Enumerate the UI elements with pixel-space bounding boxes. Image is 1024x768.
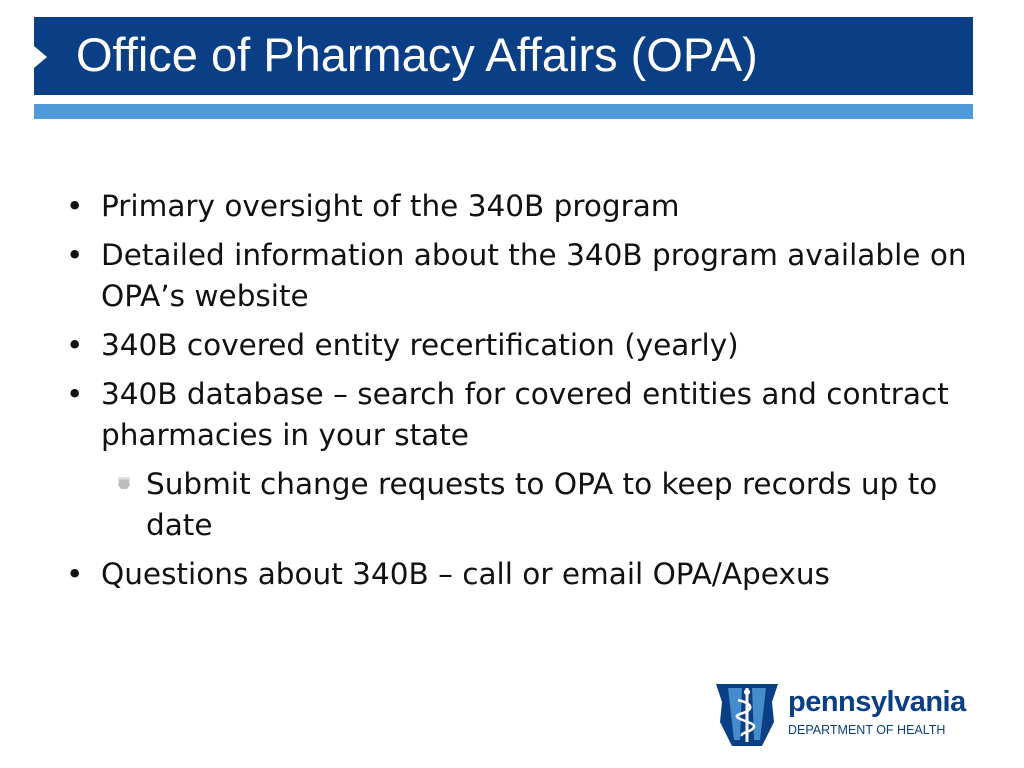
bullet-item	[60, 374, 970, 456]
bullet-text: 340B database – search for covered entities and contract pharmacies in your state	[101, 377, 949, 452]
bullet-item	[60, 235, 970, 317]
pa-health-logo	[714, 682, 976, 748]
accent-bar	[34, 104, 973, 119]
title-notch	[34, 46, 47, 68]
bullet-item	[60, 554, 970, 595]
keystone-caduceus-icon	[714, 682, 780, 748]
slide-title: Office of Pharmacy Affairs (OPA)	[76, 28, 758, 81]
bullet-dot: •	[66, 557, 84, 591]
bullet-dot: •	[66, 377, 84, 411]
bullet-list	[60, 186, 970, 603]
bullet-dot: •	[66, 328, 84, 362]
keystone-bullet-icon	[117, 476, 131, 490]
sub-bullet-item	[60, 464, 970, 546]
logo-department: DEPARTMENT OF HEALTH	[788, 723, 946, 737]
bullet-text: 340B covered entity recertification (yearly)	[101, 328, 739, 362]
bullet-text: Primary oversight of the 340B program	[101, 189, 680, 223]
bullet-dot: •	[66, 189, 84, 223]
sub-bullet-text: Submit change requests to OPA to keep records up to date	[146, 467, 938, 542]
logo-name: pennsylvania	[788, 686, 966, 718]
bullet-item	[60, 186, 970, 227]
bullet-dot: •	[66, 238, 84, 272]
bullet-text: Questions about 340B – call or email OPA/Apexus	[101, 557, 830, 591]
bullet-text: Detailed information about the 340B program available on OPA’s website	[101, 238, 967, 313]
bullet-item	[60, 325, 970, 366]
